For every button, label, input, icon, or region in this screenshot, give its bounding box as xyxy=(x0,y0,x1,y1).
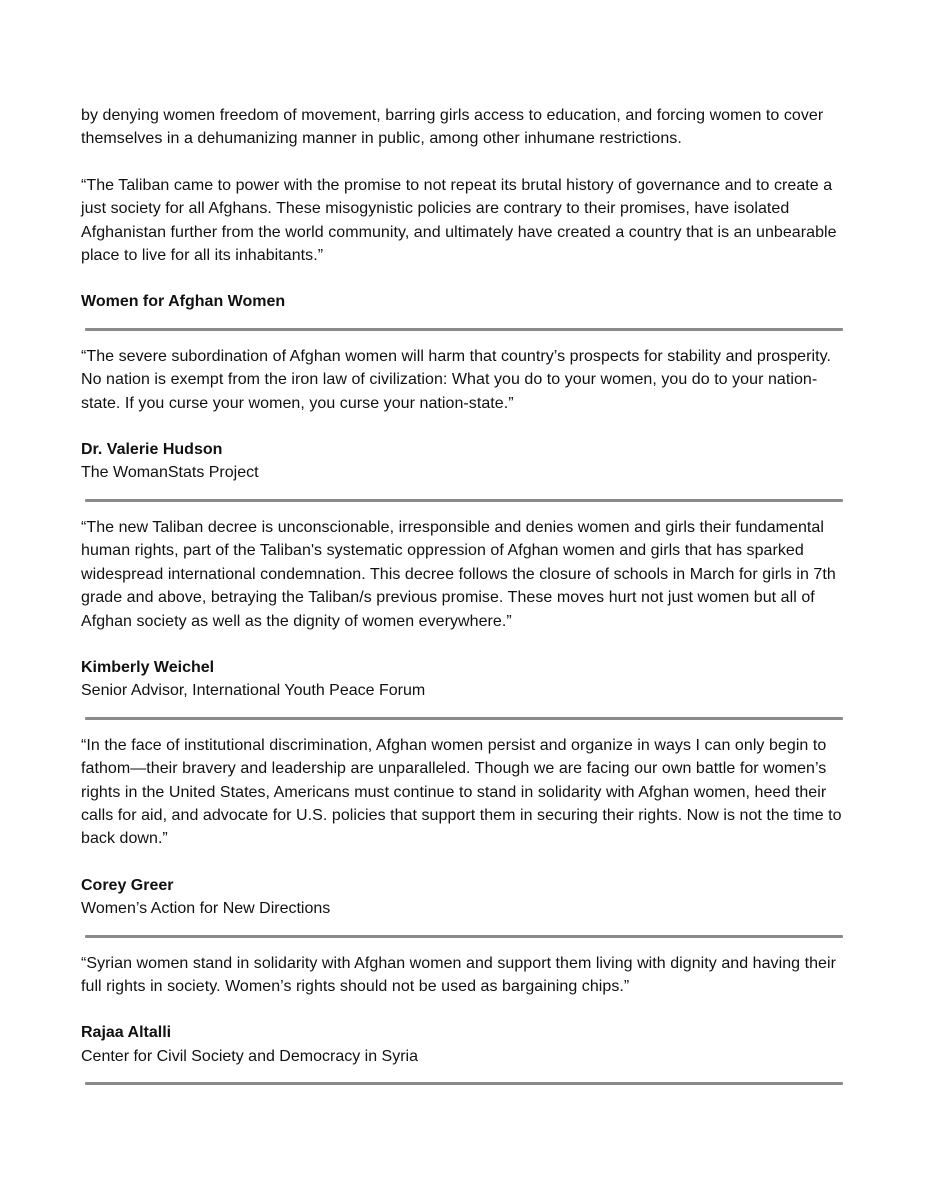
statement-name: Rajaa Altalli xyxy=(81,1024,172,1042)
statement-org: Senior Advisor, International Youth Peace Forum xyxy=(81,682,426,700)
intro-continuation: by denying women freedom of movement, barring girls access to education, and forcing women to cover themselves in a dehumanizing manner in public, among other inhumane restrictions. xyxy=(81,107,824,148)
document-body xyxy=(81,104,851,1099)
statement-org: Center for Civil Society and Democracy in Syria xyxy=(81,1047,419,1065)
statement-quote: “Syrian women stand in solidarity with Afghan women and support them living with dignity and having their full rights in society. Women’s rights should not be used as bargaining chips.” xyxy=(81,954,836,995)
statement-quote: “The new Taliban decree is unconscionable, irresponsible and denies women and girls their fundamental human rights, part of the Taliban's systematic oppression of Afghan women and girls that has sparked widespread international condemnation. This decree follows the closure of schools in March for girls in 7th grade and above, betraying the Taliban/s previous promise. These moves hurt not just women but all of Afghan society as well as the dignity of women everywhere.” xyxy=(81,518,836,630)
intro-attribution: Women for Afghan Women xyxy=(81,293,286,311)
statement-quote: “The severe subordination of Afghan women will harm that country’s prospects for stability and prosperity. No nation is exempt from the iron law of civilization: What you do to your women, you do to your nation-state. If you curse your women, you curse your nation-state.” xyxy=(81,347,831,412)
divider xyxy=(85,1082,843,1085)
statement xyxy=(81,345,851,485)
statement xyxy=(81,952,851,1069)
statement-name: Kimberly Weichel xyxy=(81,658,215,676)
statement-quote: “In the face of institutional discrimination, Afghan women persist and organize in ways I can only begin to fathom—their bravery and leadership are unparalleled. Though we are facing our own battle for women’s rights in the United States, Americans must continue to stand in solidarity with Afghan women, heed their calls for aid, and advocate for U.S. policies that support them in securing their rights. Now is not the time to back down.” xyxy=(81,736,842,848)
statement-org: Women’s Action for New Directions xyxy=(81,900,331,918)
statement-name: Corey Greer xyxy=(81,876,174,894)
divider xyxy=(85,499,843,502)
statement xyxy=(81,734,851,921)
statement-org: The WomanStats Project xyxy=(81,464,259,482)
statement-name: Dr. Valerie Hudson xyxy=(81,441,223,459)
statement xyxy=(81,516,851,703)
intro-quote: “The Taliban came to power with the promise to not repeat its brutal history of governance and to create a just society for all Afghans. These misogynistic policies are contrary to their promises, have isolated Afghanistan further from the world community, and ultimately have created a country that is an unbearable place to live for all its inhabitants.” xyxy=(81,176,837,265)
divider xyxy=(85,328,843,331)
divider xyxy=(85,935,843,938)
divider xyxy=(85,717,843,720)
